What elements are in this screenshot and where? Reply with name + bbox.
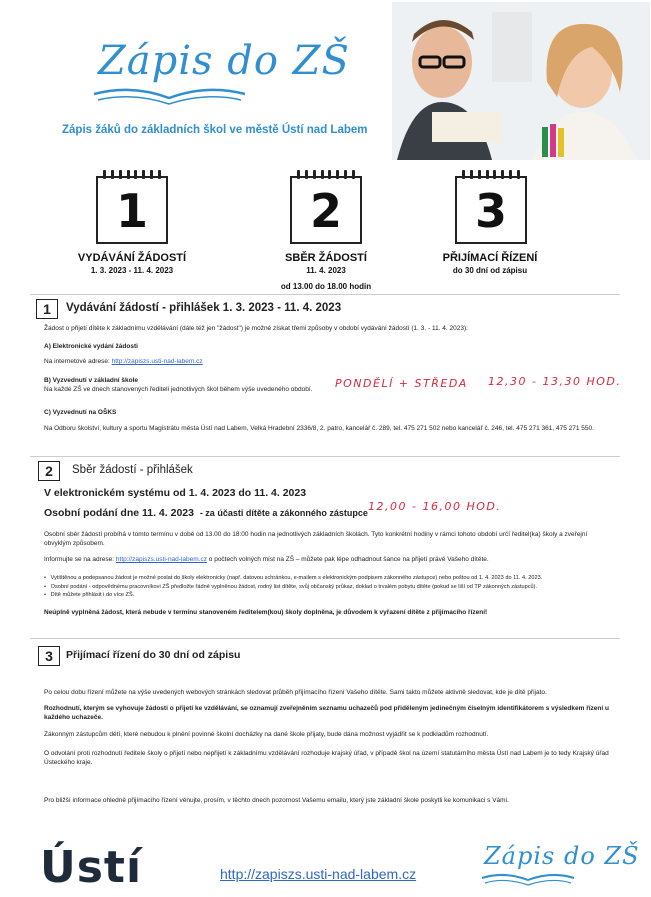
section-2-electronic: V elektronickém systému od 1. 4. 2023 do 11. 4. 2023 bbox=[44, 487, 307, 499]
section-2-paragraph-1: Osobní sběr žádostí probíhá v tomto termínu v době od 13.00 do 18:00 hodin na jednotlivých základních školách. Tyto konkrétní hodiny v rámci tohoto období určí ředitel(ka) školy a zveřejní obvyklým způsobem. bbox=[44, 531, 588, 547]
section-2-personal: Osobní podání dne 11. 4. 2023 - za účasti dítěte a zákonného zástupce bbox=[44, 507, 368, 519]
section-1-title: Vydávání žádostí - přihlášek 1. 3. 2023 - 11. 4. 2023 bbox=[66, 302, 342, 314]
step-1-title: VYDÁVÁNÍ ŽÁDOSTÍ bbox=[77, 252, 187, 264]
list-item: • Vytištěnou a podepsanou žádost je možné poslat do školy elektronicky (např. datovou schránkou, e-mailem s elektronickým podpisem zákonného zástupce) nebo poštou od 1. 4. 2023 do 11. 4. 2023. bbox=[44, 575, 543, 581]
section-3-paragraph-5: Pro bližší informace ohledně přijímacího řízení věnujte, prosím, v těchto dnech pozornost Vašemu emailu, který jste základní škole poskytli ke komunikaci s Vámi. bbox=[44, 797, 509, 804]
zapis-link[interactable]: http://zapiszs.usti-nad-labem.cz bbox=[111, 358, 203, 365]
section-2-bullets bbox=[44, 574, 614, 600]
children-photo bbox=[392, 2, 650, 160]
section-1-intro: Žádost o přijetí dítěte k základnímu vzdělávání (dále též jen "žádost") je možné získat třemi způsoby v období vydávání žádostí (1. 3. - 11. 4. 2023): bbox=[44, 325, 468, 332]
section-2-title: Sběr žádostí - přihlášek bbox=[72, 464, 193, 476]
footer-url-link[interactable]: http://zapiszs.usti-nad-labem.cz bbox=[220, 866, 417, 882]
section-2-number: 2 bbox=[38, 461, 60, 481]
section-3-title: Přijímací řízení do 30 dní od zápisu bbox=[66, 649, 241, 661]
section-3-paragraph-1: Po celou dobu řízení můžete na výše uvedených webových stránkách sledovat průběh přijímacího řízení Vašeho dítěte. Sami takto můžete aktivně sledovat, kde je dítě přijato. bbox=[44, 689, 547, 696]
section-1-b-title: B) Vyzvednutí v základní škole bbox=[44, 377, 139, 384]
calendar-step-1-icon: 1 bbox=[96, 176, 168, 244]
section-1-a-title: A) Elektronické vydání žádosti bbox=[44, 343, 138, 350]
handwritten-days: PONDĚLÍ + STŘEDA bbox=[335, 377, 468, 390]
section-2-paragraph-2: Informujte se na adrese: http://zapiszs.usti-nad-labem.cz o počtech volných míst na ZŠ – můžete pak lépe odhadnout šance na přijetí právě Vašeho dítěte. bbox=[44, 556, 489, 563]
handwritten-hours-2: 12,00 - 16,00 HOD. bbox=[368, 500, 502, 513]
open-book-icon bbox=[92, 86, 247, 108]
section-1-c-title: C) Vyzvednutí na OŠKS bbox=[44, 409, 117, 416]
step-1-date: 1. 3. 2023 - 11. 4. 2023 bbox=[90, 266, 174, 275]
calendar-step-2-icon: 2 bbox=[290, 176, 362, 244]
section-3-paragraph-2: Rozhodnutí, kterým se vyhovuje žádosti o přijetí ke vzdělávání, se oznamují zveřejněním seznamu uchazečů pod přiděleným jedinečným číselným identifikátorem s výsledkem řízení u každého uchazeče. bbox=[44, 705, 609, 721]
section-1-b-text: Na každé ZŠ ve dnech stanovených řediteli jednotlivých škol během výše uvedeného období. bbox=[44, 386, 313, 393]
section-1-number: 1 bbox=[36, 299, 58, 319]
zapis-link-2[interactable]: http://zapiszs.usti-nad-labem.cz bbox=[115, 556, 207, 563]
step-2-title: SBĚR ŽÁDOSTÍ bbox=[285, 252, 367, 264]
step-2-hours: od 13.00 do 18.00 hodin bbox=[280, 282, 372, 291]
footer-brand-logo: Zápis do ZŠ bbox=[484, 842, 640, 870]
section-3-number: 3 bbox=[38, 646, 60, 666]
calendar-step-3-icon: 3 bbox=[455, 176, 527, 244]
step-2-date: 11. 4. 2023 bbox=[306, 266, 346, 275]
list-item: • Osobní podání - odpovědnému pracovníkovi ZŠ předložte řádně vyplněnou žádost, rodný list dítěte, svůj občanský průkaz, doklad o trvalém pobytu dítěte (pokud se liší od TP zákonných zástupců). bbox=[44, 583, 538, 590]
open-book-icon bbox=[480, 872, 576, 886]
step-3-date: do 30 dní od zápisu bbox=[452, 266, 528, 275]
step-3-title: PŘIJÍMACÍ ŘÍZENÍ bbox=[442, 252, 538, 264]
divider bbox=[30, 294, 620, 295]
section-1-a-text: Na internetové adrese: http://zapiszs.usti-nad-labem.cz bbox=[44, 358, 203, 365]
section-2-warning: Neúplně vyplněná žádost, která nebude v termínu stanoveném ředitelem(kou) školy doplněna, je důvodem k vyřazení dítěte z přijímacího řízení! bbox=[44, 609, 488, 616]
list-item: • Dítě můžete přihlásit i do více ZŠ. bbox=[44, 592, 135, 598]
section-3-paragraph-4: O odvolání proti rozhodnutí ředitele školy o přijetí nebo nepřijetí k základnímu vzdělávání rozhoduje krajský úřad, v případě škol na území statutárního města Ústí nad Labem je to tedy Krajský úřad Ústeckého kraje. bbox=[44, 750, 609, 766]
divider bbox=[30, 456, 620, 457]
divider bbox=[30, 638, 620, 639]
page-subtitle: Zápis žáků do základních škol ve městě Ústí nad Labem bbox=[62, 124, 368, 136]
section-1-c-text: Na Odboru školství, kultury a sportu Magistrátu města Ústí nad Labem, Velká Hradební 2336/8, 2. patro, kancelář č. 289, tel. 475 271 502 nebo kancelář č. 246, tel. 475 271 361, 475 271 550. bbox=[44, 425, 594, 432]
section-3-paragraph-3: Zákonným zástupcům dětí, které nebudou k plnění povinné školní docházky na dané škole přijaty, bude dána možnost vyjádřit se k podkladům rozhodnutí. bbox=[44, 731, 489, 738]
handwritten-hours-1: 12,30 - 13,30 HOD. bbox=[488, 375, 622, 388]
usti-city-logo: Ústí bbox=[40, 842, 143, 893]
brand-logo-title: Zápis do ZŠ bbox=[98, 38, 350, 84]
